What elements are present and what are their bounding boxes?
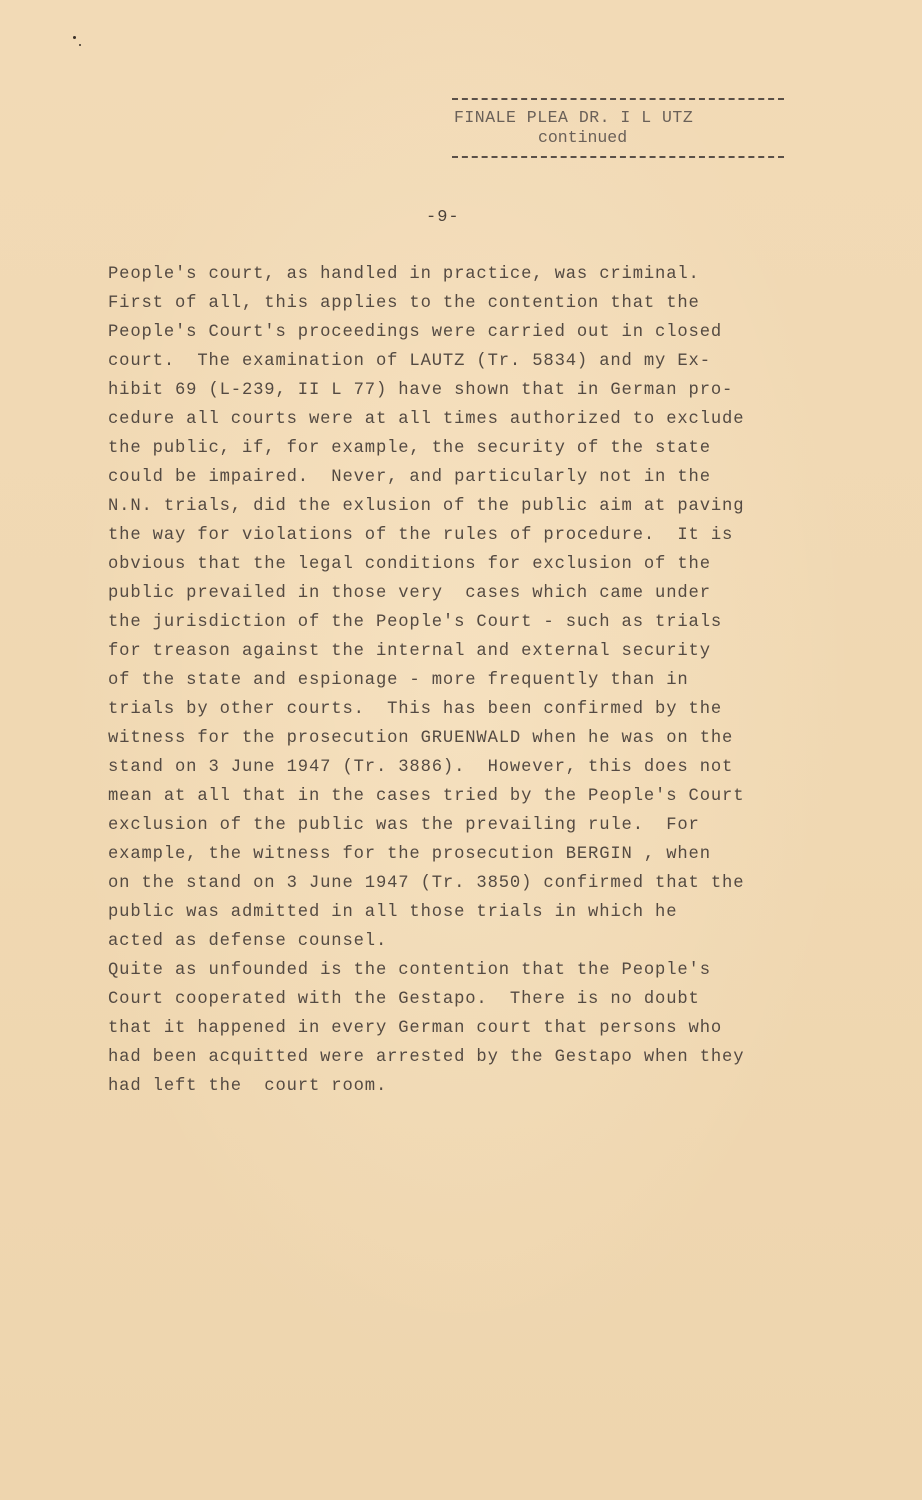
text-line: had left the court room.	[108, 1077, 388, 1096]
text-line: for treason against the internal and external security	[108, 642, 711, 661]
text-line: the public, if, for example, the security of the state	[108, 439, 711, 458]
ink-speck	[73, 36, 76, 39]
text-line: acted as defense counsel.	[108, 932, 388, 951]
text-line: Court cooperated with the Gestapo. There is no doubt	[108, 990, 700, 1009]
text-line: stand on 3 June 1947 (Tr. 3886). However, this does not	[108, 758, 734, 777]
text-line: exclusion of the public was the prevailing rule. For	[108, 816, 700, 835]
text-line: the jurisdiction of the People's Court - such as trials	[108, 613, 723, 632]
header-rule-bottom	[452, 156, 784, 158]
text-line: People's court, as handled in practice, was criminal.	[108, 265, 700, 284]
page-number: -9-	[426, 208, 460, 227]
text-line: Quite as unfounded is the contention that the People's	[108, 961, 711, 980]
text-line: the way for violations of the rules of procedure. It is	[108, 526, 734, 545]
text-line: had been acquitted were arrested by the Gestapo when they	[108, 1048, 745, 1067]
text-line: on the stand on 3 June 1947 (Tr. 3850) confirmed that the	[108, 874, 745, 893]
page-header	[452, 98, 784, 158]
text-line: N.N. trials, did the exlusion of the public aim at paving	[108, 497, 745, 516]
text-line: that it happened in every German court that persons who	[108, 1019, 723, 1038]
text-line: of the state and espionage - more frequently than in	[108, 671, 689, 690]
text-line: mean at all that in the cases tried by the People's Court	[108, 787, 745, 806]
ink-speck	[79, 44, 81, 46]
header-title: FINALE PLEA DR. I L UTZ	[454, 108, 694, 127]
text-line: public prevailed in those very cases which came under	[108, 584, 711, 603]
text-line: trials by other courts. This has been confirmed by the	[108, 700, 723, 719]
body-text	[108, 260, 798, 1101]
text-line: cedure all courts were at all times authorized to exclude	[108, 410, 745, 429]
header-subtitle: continued	[538, 128, 628, 147]
text-line: obvious that the legal conditions for exclusion of the	[108, 555, 711, 574]
text-line: example, the witness for the prosecution BERGIN , when	[108, 845, 711, 864]
header-rule-top	[452, 98, 784, 100]
text-line: court. The examination of LAUTZ (Tr. 5834) and my Ex-	[108, 352, 711, 371]
text-line: People's Court's proceedings were carried out in closed	[108, 323, 723, 342]
text-line: witness for the prosecution GRUENWALD when he was on the	[108, 729, 734, 748]
text-line: hibit 69 (L-239, II L 77) have shown that in German pro-	[108, 381, 734, 400]
text-line: could be impaired. Never, and particularly not in the	[108, 468, 711, 487]
text-line: public was admitted in all those trials in which he	[108, 903, 678, 922]
text-line: First of all, this applies to the contention that the	[108, 294, 700, 313]
